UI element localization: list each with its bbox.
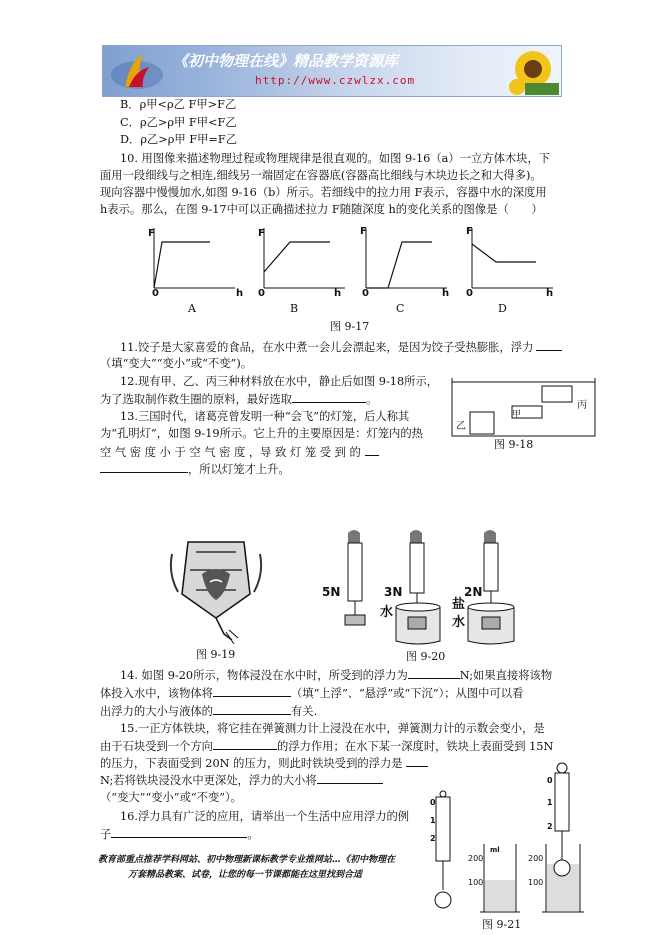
q14-line-3 [100, 702, 317, 720]
graph-b-y-label: F [258, 228, 265, 239]
q15-blank-b[interactable] [406, 754, 428, 767]
q14-line-2 [100, 684, 523, 702]
q14-text-2b: （填“上浮”、“悬浮”或“下沉”）；从图中可以看 [290, 687, 524, 700]
q16-text-2a: 子 [100, 828, 112, 841]
sunflower-icon [503, 47, 559, 95]
fig-9-20-reading-2: 3N [384, 585, 403, 599]
fig-9-21-left-tick-1: 1 [430, 816, 436, 825]
option-c: C．ρ乙>ρ甲 F甲<F乙 [120, 116, 237, 129]
fig-9-21-left-tick-2: 2 [430, 834, 436, 843]
q12-line-2 [100, 390, 377, 408]
q15-line-2 [100, 737, 553, 755]
q13-line-1: 13.三国时代，诸葛亮曾发明一种“会飞”的灯笼，后人称其 [120, 410, 410, 423]
figure-9-21 [428, 760, 598, 918]
fig-9-21-right-mark-100: 100 [528, 878, 544, 887]
q14-text-3a: 出浮力的大小与液体的 [100, 705, 213, 718]
graph-d-y-label: F [466, 226, 473, 237]
q13-line-3 [100, 443, 379, 461]
fig-9-20-label-water: 水 [380, 605, 394, 620]
q15-line-3 [100, 754, 428, 772]
q10-line-4: h表示。那么，在图 9-17中可以正确描述拉力 F随随深度 h的变化关系的图像是（ ） [100, 203, 543, 216]
q14-blank-b[interactable] [213, 684, 291, 697]
fig-9-21-right-tick-1: 1 [547, 798, 553, 807]
footer-line-2: 万套精品教案、试卷，让您的每一节课都能在这里找到合适 [128, 870, 363, 880]
q13-blank-b[interactable] [100, 460, 188, 473]
header-banner [102, 45, 562, 97]
figure-9-17 [140, 222, 560, 322]
fig-9-17-caption: 图 9-17 [330, 320, 370, 333]
fig-9-21-left-mark-200: 200 [468, 854, 484, 863]
q11-text-1: 11.饺子是大家喜爱的食品，在水中煮一会儿会漂起来，是因为饺子受热膨胀，浮力 [120, 341, 534, 354]
option-b: B．ρ甲<ρ乙 F甲>F乙 [120, 98, 237, 111]
q15-line-5: （“变大”“变小”或“不变”）。 [100, 791, 242, 804]
fig-9-21-cyl-unit: ml [490, 846, 500, 854]
graph-a-origin: 0 [152, 288, 159, 299]
q16-blank[interactable] [111, 825, 247, 838]
fig-9-20-reading-1: 5N [322, 585, 341, 599]
fig-9-19-caption: 图 9-19 [196, 648, 236, 661]
fig-9-21-caption: 图 9-21 [482, 918, 522, 931]
q10-line-2: 面用一段细线与之相连,细线另一端固定在容器底(容器高比细线与木块边长之和大得多)。 [100, 169, 542, 182]
q12-text: 为了选取制作救生圈的原料，最好选取 [100, 393, 293, 406]
graph-option-c: C [396, 302, 405, 315]
fig-9-21-right-tick-0: 0 [547, 776, 553, 785]
q16-text-2b: 。 [247, 828, 259, 841]
q15-blank-c[interactable] [317, 771, 383, 784]
q13-line-4 [100, 460, 290, 478]
graph-b-origin: 0 [258, 288, 265, 299]
fig-9-20-caption: 图 9-20 [406, 650, 446, 663]
fig-9-21-left-tick-0: 0 [430, 798, 436, 807]
footer-line-1: 教育部重点推荐学科网站、初中物理新课标教学专业推网站…《初中物理在 [98, 855, 396, 865]
graph-d-origin: 0 [466, 288, 473, 299]
q14-blank-a[interactable] [408, 666, 460, 679]
graph-option-a: A [188, 302, 196, 315]
figure-9-20 [318, 527, 518, 649]
fig-9-18-caption: 图 9-18 [494, 438, 534, 451]
q13-line-2: 为“孔明灯”，如图 9-19所示。它上升的主要原因是：灯笼内的热 [100, 427, 423, 440]
header-title: 《初中物理在线》精品教学资源库 [173, 52, 399, 70]
q15-text-4a: N;若将铁块浸没水中更深处，浮力的大小将 [100, 774, 317, 787]
q11-line-2: （填“变大”“变小”或“不变”)。 [100, 357, 253, 370]
graph-a-x-label: h [236, 288, 244, 299]
q16-line-2 [100, 825, 259, 843]
fig-9-18-label-yi: 乙 [456, 421, 466, 432]
fig-9-20-label-salt-1: 盐 [452, 597, 466, 612]
q15-blank-a[interactable] [213, 737, 277, 750]
q14-blank-c[interactable] [213, 702, 291, 715]
fig-9-21-left-mark-100: 100 [468, 878, 484, 887]
fig-9-20-label-salt-2: 水 [452, 615, 466, 630]
q12-end: 。 [366, 393, 378, 406]
q14-text-3b: 有关. [290, 705, 318, 718]
q13-text-3: 空 气 密 度 小 于 空 气 密 度 ，导 致 灯 笼 受 到 的 [100, 446, 361, 459]
q11-blank[interactable] [536, 338, 562, 351]
fig-9-18-label-bing: 丙 [577, 400, 587, 411]
figure-9-19-lantern [166, 534, 266, 644]
q10-line-1: 10. 用图像来描述物理过程或物理规律是很直观的。如图 9-16（a）一立方体木块，下 [120, 152, 551, 165]
fig-9-20-reading-3: 2N [464, 585, 483, 599]
q14-text-2a: 体投入水中，该物体将 [100, 687, 213, 700]
q14-text-1a: 14. 如图 9-20所示，物体浸没在水中时，所受到的浮力为 [120, 669, 408, 682]
q12-line-1: 12.现有甲、乙、丙三种材料放在水中，静止后如图 9-18所示， [120, 375, 439, 388]
option-d: D．ρ乙>ρ甲 F甲=F乙 [120, 133, 238, 146]
q12-blank[interactable] [292, 390, 366, 403]
q10-line-3: 现向容器中慢慢加水,如图 9-16（b）所示。若细线中的拉力用 F表示，容器中水的深度用 [100, 186, 547, 199]
fig-9-21-right-mark-200: 200 [528, 854, 544, 863]
q14-text-1b: N;如果直接将该物 [459, 669, 553, 682]
q13-blank-a[interactable] [365, 443, 379, 456]
graph-option-d: D [498, 302, 507, 315]
fig-9-21-right-tick-2: 2 [547, 822, 553, 831]
graph-b-x-label: h [334, 288, 342, 299]
graph-c-x-label: h [442, 288, 450, 299]
fig-9-18-label-jia: 甲 [512, 410, 522, 420]
q15-text-2a: 由于石块受到一个方向 [100, 740, 213, 753]
q14-line-1 [120, 666, 552, 684]
logo-icon [107, 49, 167, 93]
graph-a-y-label: F [148, 228, 155, 239]
graph-d-x-label: h [546, 288, 554, 299]
graph-c-y-label: F [360, 226, 367, 237]
q15-text-2b: 的浮力作用；在水下某一深度时，铁块上表面受到 15N [276, 740, 554, 753]
q15-line-4 [100, 771, 383, 789]
header-url[interactable]: http://www.czwlzx.com [255, 74, 416, 87]
q11-line-1 [120, 338, 562, 356]
q13-text-4: ，所以灯笼才上升。 [188, 463, 290, 476]
graph-c-origin: 0 [362, 288, 369, 299]
graph-d [458, 222, 558, 302]
q15-text-3: 的压力，下表面受到 20N 的压力，则此时铁块受到的浮力是 [100, 757, 403, 770]
graph-option-b: B [290, 302, 299, 315]
q16-line-1: 16.浮力具有广泛的应用，请举出一个生活中应用浮力的例 [120, 810, 410, 823]
q15-line-1: 15.一正方体铁块，将它挂在弹簧测力计上浸没在水中，弹簧测力计的示数会变小，是 [120, 722, 545, 735]
